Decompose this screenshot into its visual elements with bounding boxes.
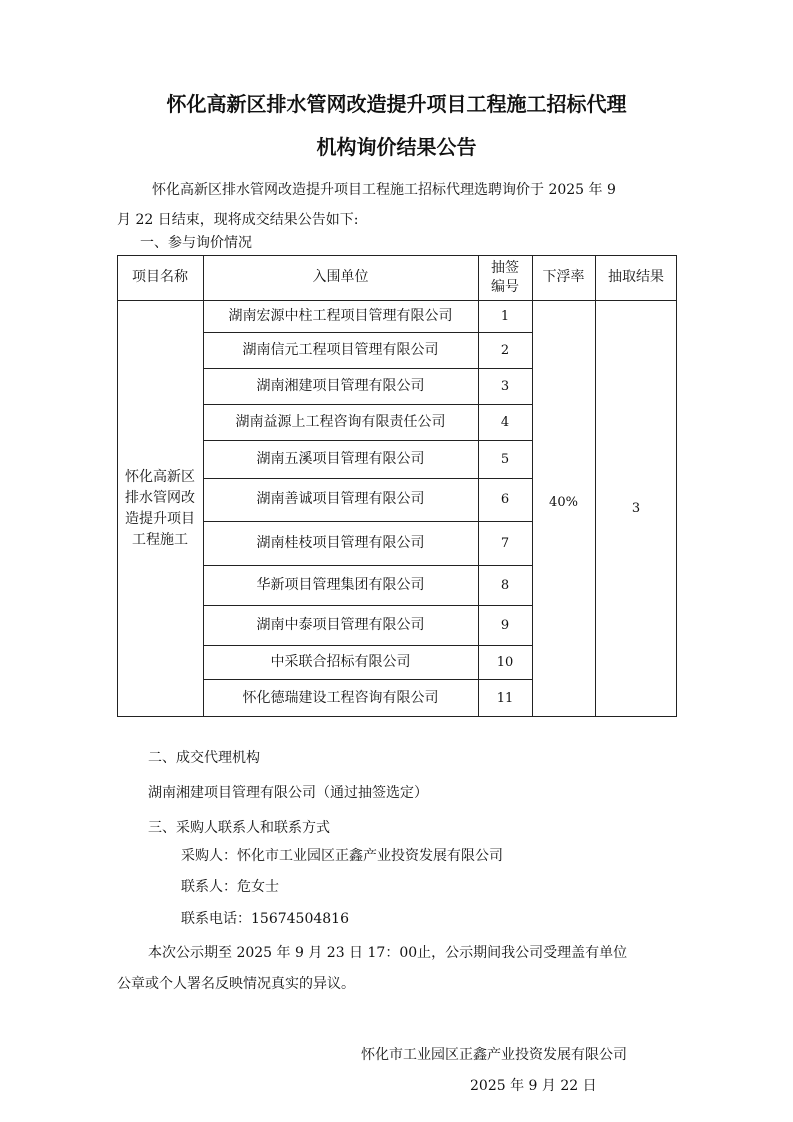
page-title-line-1: 怀化高新区排水管网改造提升项目工程施工招标代理 — [166, 92, 627, 116]
unit-name-cell: 华新项目管理集团有限公司 — [256, 576, 425, 593]
draw-number-cell: 3 — [500, 378, 510, 394]
header-unit: 入围单位 — [312, 269, 369, 285]
selected-agency: 湖南湘建项目管理有限公司（通过抽签选定） — [148, 785, 428, 801]
section-1-heading: 一、参与询价情况 — [140, 235, 252, 251]
unit-name-cell: 湖南信元工程项目管理有限公司 — [242, 341, 439, 358]
unit-name-cell: 中采联合招标有限公司 — [270, 653, 411, 670]
unit-name-cell: 湖南中泰项目管理有限公司 — [256, 616, 425, 633]
draw-number-cell: 5 — [500, 451, 510, 467]
signature-organization: 怀化市工业园区正鑫产业投资发展有限公司 — [361, 1047, 627, 1063]
header-project-name: 项目名称 — [132, 269, 188, 285]
unit-name-cell: 怀化德瑞建设工程咨询有限公司 — [242, 689, 439, 706]
discount-rate-cell: 40% — [549, 495, 578, 510]
unit-name-cell: 湖南五溪项目管理有限公司 — [256, 450, 425, 467]
contact-phone-line: 联系电话：15674504816 — [181, 911, 349, 927]
notice-line-1: 本次公示期至 2025 年 9 月 23 日 17：00止，公示期间我公司受理盖有单位 — [148, 945, 628, 961]
unit-name-cell: 湖南湘建项目管理有限公司 — [256, 377, 425, 394]
draw-number-cell: 6 — [500, 492, 510, 507]
draw-number-cell: 9 — [500, 617, 510, 633]
header-result: 抽取结果 — [608, 269, 664, 285]
notice-line-2: 公章或个人署名反映情况真实的异议。 — [117, 976, 355, 992]
unit-name-cell: 湖南宏源中柱工程项目管理有限公司 — [228, 307, 453, 324]
draw-number-cell: 7 — [500, 535, 510, 551]
draw-number-cell: 2 — [500, 342, 510, 358]
unit-name-cell: 湖南善诚项目管理有限公司 — [256, 491, 425, 507]
contact-person-line: 联系人：危女士 — [181, 879, 279, 895]
draw-number-cell: 1 — [500, 308, 510, 324]
intro-line-1: 怀化高新区排水管网改造提升项目工程施工招标代理选聘询价于 2025 年 9 — [152, 182, 616, 198]
draw-number-cell: 4 — [500, 414, 510, 430]
unit-name-cell: 湖南桂枝项目管理有限公司 — [256, 534, 425, 551]
section-2-heading: 二、成交代理机构 — [148, 750, 260, 766]
header-draw-number: 抽签编号 — [491, 259, 519, 295]
section-3-heading: 三、采购人联系人和联系方式 — [148, 820, 330, 836]
signature-date: 2025 年 9 月 22 日 — [470, 1078, 597, 1094]
unit-name-cell: 湖南益源上工程咨询有限责任公司 — [235, 413, 446, 430]
purchaser-line: 采购人：怀化市工业园区正鑫产业投资发展有限公司 — [181, 848, 503, 864]
result-cell: 3 — [631, 501, 641, 516]
draw-number-cell: 8 — [500, 577, 510, 593]
draw-number-cell: 10 — [496, 654, 514, 670]
page-title-line-2: 机构询价结果公告 — [316, 135, 477, 159]
header-discount-rate: 下浮率 — [542, 269, 585, 285]
intro-line-2: 月 22 日结束，现将成交结果公告如下: — [117, 212, 359, 228]
project-name-cell: 怀化高新区排水管网改造提升项目工程施工 — [125, 468, 195, 548]
inquiry-table — [117, 255, 677, 717]
draw-number-cell: 11 — [496, 690, 514, 706]
